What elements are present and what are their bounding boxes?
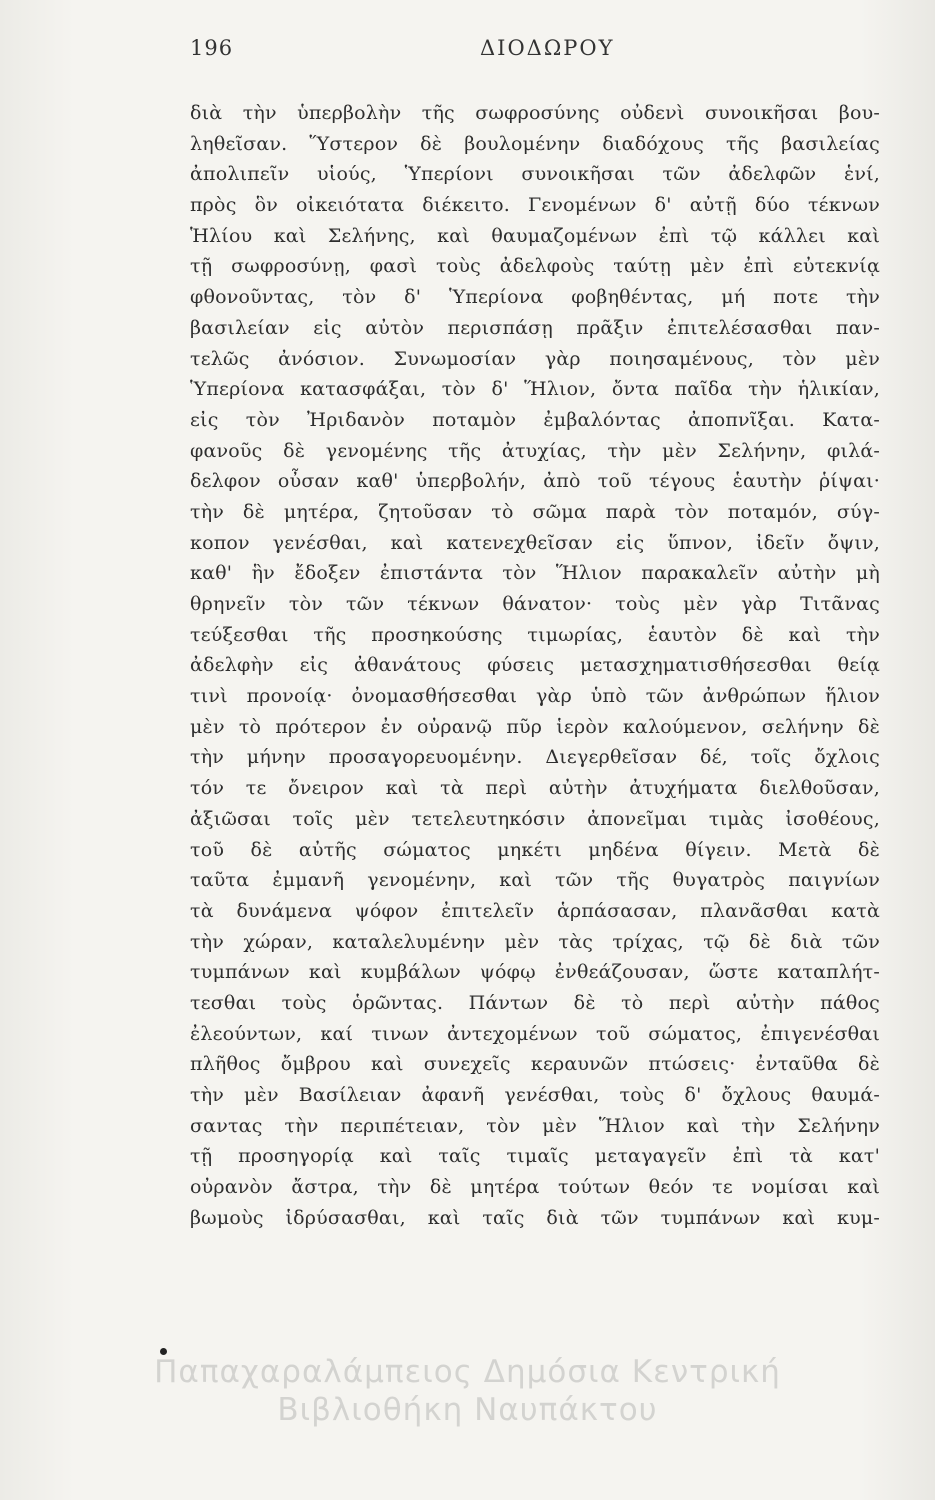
text-line: βωμοὺς ἱδρύσασθαι, καὶ ταῖς διὰ τῶν τυμπάνων καὶ κυμ-	[190, 1206, 880, 1229]
text-line: τόν τε ὄνειρον καὶ τὰ περὶ αὐτὴν ἀτυχήματα διελθοῦσαν,	[190, 777, 880, 800]
text-line: ἀδελφὴν εἰς ἀθανάτους φύσεις μετασχηματισθήσεσθαι θείᾳ	[190, 654, 880, 677]
text-line: τελῶς ἀνόσιον. Συνωμοσίαν γὰρ ποιησαμένους, τὸν μὲν	[190, 347, 880, 370]
text-line: τὴν δὲ μητέρα, ζητοῦσαν τὸ σῶμα παρὰ τὸν ποταμόν, σύγ-	[190, 500, 880, 523]
text-line: φανοῦς δὲ γενομένης τῆς ἀτυχίας, τὴν μὲν Σελήνην, φιλά-	[190, 439, 880, 462]
text-line: ἀξιῶσαι τοῖς μὲν τετελευτηκόσιν ἀπονεῖμαι τιμὰς ἰσοθέους,	[190, 807, 880, 830]
text-line: κοπον γενέσθαι, καὶ κατενεχθεῖσαν εἰς ὕπνον, ἰδεῖν ὄψιν,	[190, 531, 880, 554]
text-line: θρηνεῖν τὸν τῶν τέκνων θάνατον· τοὺς μὲν γὰρ Τιτᾶνας	[190, 593, 880, 615]
body-text	[190, 98, 880, 1233]
text-line: δελφον οὖσαν καθ' ὑπερβολήν, ἀπὸ τοῦ τέγους ἑαυτὴν ῥίψαι·	[190, 470, 880, 493]
text-line: τὴν χώραν, καταλελυμένην μὲν τὰς τρίχας, τῷ δὲ διὰ τῶν	[190, 930, 880, 953]
text-line: φθονοῦντας, τὸν δ' Ὑπερίονα φοβηθέντας, μή ποτε τὴν	[190, 286, 880, 309]
text-line: ταῦτα ἐμμανῆ γενομένην, καὶ τῶν τῆς θυγατρὸς παιγνίων	[190, 869, 880, 892]
text-line: Ἡλίου καὶ Σελήνης, καὶ θαυμαζομένων ἐπὶ τῷ κάλλει καὶ	[190, 224, 880, 247]
text-line: τῇ προσηγορίᾳ καὶ ταῖς τιμαῖς μεταγαγεῖν ἐπὶ τὰ κατ'	[190, 1145, 880, 1168]
text-line: Ὑπερίονα κατασφάξαι, τὸν δ' Ἥλιον, ὄντα παῖδα τὴν ἡλικίαν,	[190, 378, 880, 401]
text-line: ἀπολιπεῖν υἱούς, Ὑπερίονι συνοικῆσαι τῶν ἀδελφῶν ἑνί,	[190, 163, 880, 186]
text-line: τεύξεσθαι τῆς προσηκούσης τιμωρίας, ἑαυτὸν δὲ καὶ τὴν	[190, 623, 880, 646]
library-watermark-line-1: Παπαχαραλάμπειος Δημόσια Κεντρική	[154, 1354, 781, 1390]
text-line: τινὶ προνοίᾳ· ὀνομασθήσεσθαι γὰρ ὑπὸ τῶν ἀνθρώπων ἥλιον	[190, 685, 880, 708]
text-line: οὐρανὸν ἄστρα, τὴν δὲ μητέρα τούτων θεόν τε νομίσαι καὶ	[190, 1176, 880, 1199]
text-line: σαντας τὴν περιπέτειαν, τὸν μὲν Ἥλιον καὶ τὴν Σελήνην	[190, 1114, 880, 1137]
text-line: μὲν τὸ πρότερον ἐν οὐρανῷ πῦρ ἱερὸν καλούμενον, σελήνην δὲ	[190, 715, 880, 738]
text-line: τυμπάνων καὶ κυμβάλων ψόφῳ ἐνθεάζουσαν, ὥστε καταπλήτ-	[190, 961, 880, 984]
text-line: βασιλείαν εἰς αὐτὸν περισπάσῃ πρᾶξιν ἐπιτελέσασθαι παν-	[190, 316, 880, 339]
text-line: τὴν μήνην προσαγορευομένην. Διεγερθεῖσαν δέ, τοῖς ὄχλοις	[190, 746, 880, 769]
running-head: ΔΙΟΔΩΡΟΥ	[480, 36, 615, 60]
text-line: τὰ δυνάμενα ψόφον ἐπιτελεῖν ἁρπάσασαν, πλανᾶσθαι κατὰ	[190, 899, 880, 922]
text-line: τῇ σωφροσύνῃ, φασὶ τοὺς ἀδελφοὺς ταύτῃ μὲν ἐπὶ εὐτεκνίᾳ	[190, 255, 880, 278]
text-line: διὰ τὴν ὑπερβολὴν τῆς σωφροσύνης οὐδενὶ συνοικῆσαι βου-	[190, 102, 880, 124]
text-line: πρὸς ὃν οἰκειότατα διέκειτο. Γενομένων δ' αὐτῇ δύο τέκνων	[190, 194, 880, 217]
text-line: τεσθαι τοὺς ὁρῶντας. Πάντων δὲ τὸ περὶ αὐτὴν πάθος	[190, 991, 880, 1014]
library-watermark-line-2: Βιβλιοθήκη Ναυπάκτου	[277, 1392, 658, 1428]
text-line: τοῦ δὲ αὐτῆς σώματος μηκέτι μηδένα θίγειν. Μετὰ δὲ	[190, 838, 880, 861]
text-line: εἰς τὸν Ἠριδανὸν ποταμὸν ἐμβαλόντας ἀποπνῖξαι. Κατα-	[190, 408, 880, 431]
text-line: πλῆθος ὄμβρου καὶ συνεχεῖς κεραυνῶν πτώσεις· ἐνταῦθα δὲ	[190, 1053, 880, 1076]
text-line: τὴν μὲν Βασίλειαν ἀφανῆ γενέσθαι, τοὺς δ' ὄχλους θαυμά-	[190, 1084, 880, 1106]
text-line: ληθεῖσαν. Ὕστερον δὲ βουλομένην διαδόχους τῆς βασιλείας	[190, 132, 880, 155]
page-number: 196	[190, 36, 234, 60]
text-line: καθ' ἣν ἔδοξεν ἐπιστάντα τὸν Ἥλιον παρακαλεῖν αὐτὴν μὴ	[190, 562, 880, 585]
text-line: ἐλεούντων, καί τινων ἀντεχομένων τοῦ σώματος, ἐπιγενέσθαι	[190, 1022, 880, 1045]
